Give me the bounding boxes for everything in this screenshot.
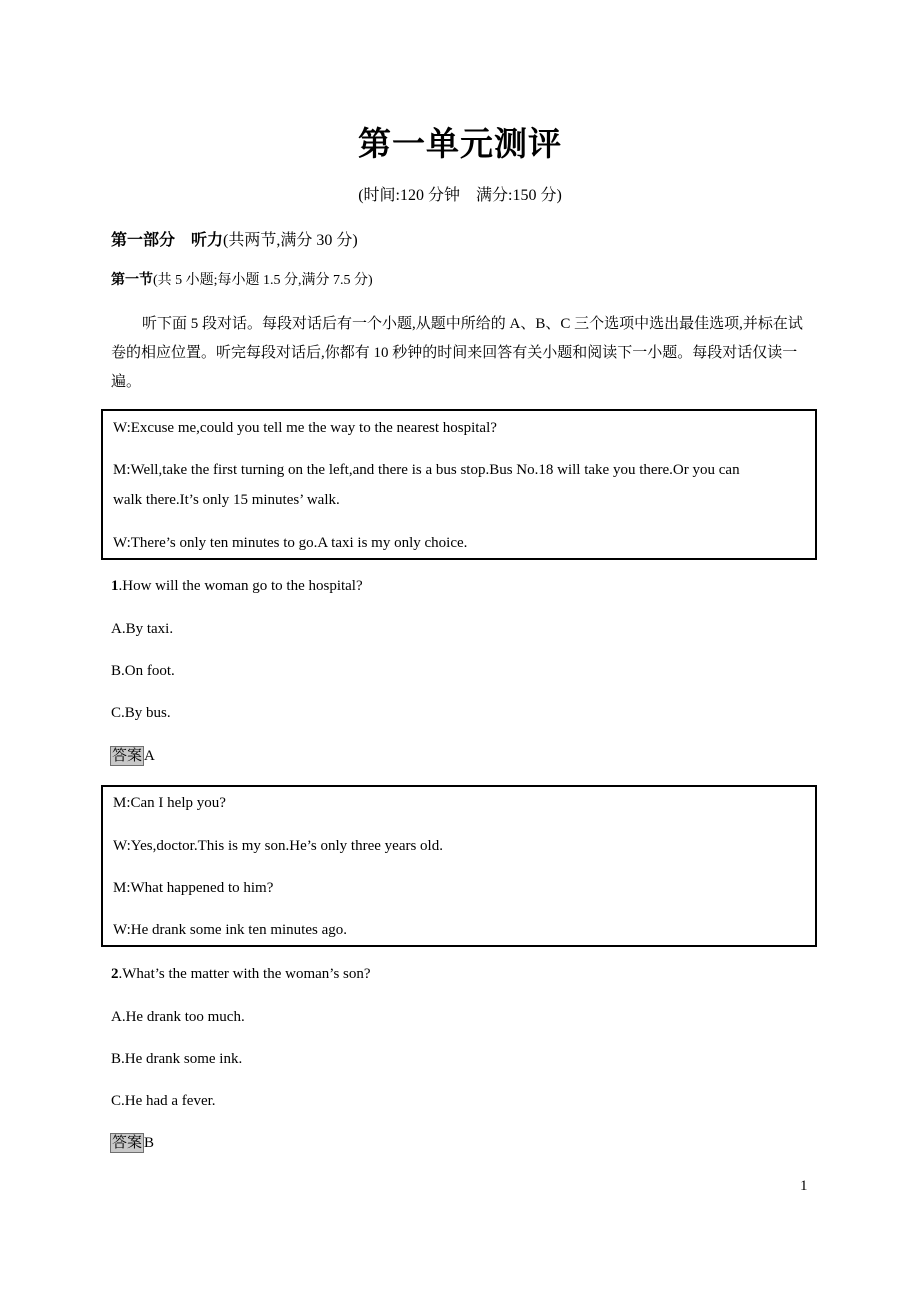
option-a: A.By taxi. xyxy=(111,621,174,637)
dialogue-line: W:Excuse me,could you tell me the way to the nearest hospital? xyxy=(113,420,497,436)
option-b: B.On foot. xyxy=(111,663,175,679)
dialogue-line: W:Yes,doctor.This is my son.He’s only three years old. xyxy=(113,838,443,854)
dialogue-box-1 xyxy=(101,409,817,560)
listening-instructions: 听下面 5 段对话。每段对话后有一个小题,从题中所给的 A、B、C 三个选项中选出最佳选项,并标在试卷的相应位置。听完每段对话后,你都有 10 秒钟的时间来回答有关小题和阅读下一小题。每段对话仅读一遍。 xyxy=(111,316,803,390)
dialogue-line: M:Well,take the first turning on the left,and there is a bus stop.Bus No.18 will take you there.Or you can xyxy=(113,462,740,478)
dialogue-line: W:There’s only ten minutes to go.A taxi is my only choice. xyxy=(113,535,468,551)
section-note: (共 5 小题;每小题 1.5 分,满分 7.5 分) xyxy=(153,273,373,288)
answer-tag: 答案 xyxy=(112,748,143,764)
page-title: 第一单元测评 xyxy=(358,127,562,163)
question-number: 2 xyxy=(111,966,119,982)
exam-time-info: (时间:120 分钟 满分:150 分) xyxy=(358,187,562,204)
answer-tag: 答案 xyxy=(112,1135,143,1151)
question-1 xyxy=(111,578,363,595)
dialogue-line: M:Can I help you? xyxy=(113,795,226,811)
dialogue-line: walk there.It’s only 15 minutes’ walk. xyxy=(113,492,340,508)
section-heading xyxy=(111,269,373,289)
question-number: 1 xyxy=(111,578,119,594)
option-c: C.By bus. xyxy=(111,705,171,721)
answer-line-1 xyxy=(110,746,155,766)
part-heading xyxy=(111,227,358,250)
answer-line-2 xyxy=(110,1133,154,1153)
part-label: 第一部分 听力 xyxy=(111,232,224,249)
question-text: .What’s the matter with the woman’s son? xyxy=(118,966,371,982)
option-b: B.He drank some ink. xyxy=(111,1051,243,1067)
answer-value: B xyxy=(144,1135,155,1151)
option-a: A.He drank too much. xyxy=(111,1009,245,1025)
part-note: (共两节,满分 30 分) xyxy=(223,232,358,249)
section-label: 第一节 xyxy=(111,273,153,288)
dialogue-box-2 xyxy=(101,785,817,947)
option-c: C.He had a fever. xyxy=(111,1093,216,1109)
question-2 xyxy=(111,966,371,983)
answer-value: A xyxy=(144,748,155,764)
dialogue-line: M:What happened to him? xyxy=(113,880,274,896)
question-text: .How will the woman go to the hospital? xyxy=(118,578,363,594)
page-number: 1 xyxy=(800,1178,808,1194)
dialogue-line: W:He drank some ink ten minutes ago. xyxy=(113,922,347,938)
